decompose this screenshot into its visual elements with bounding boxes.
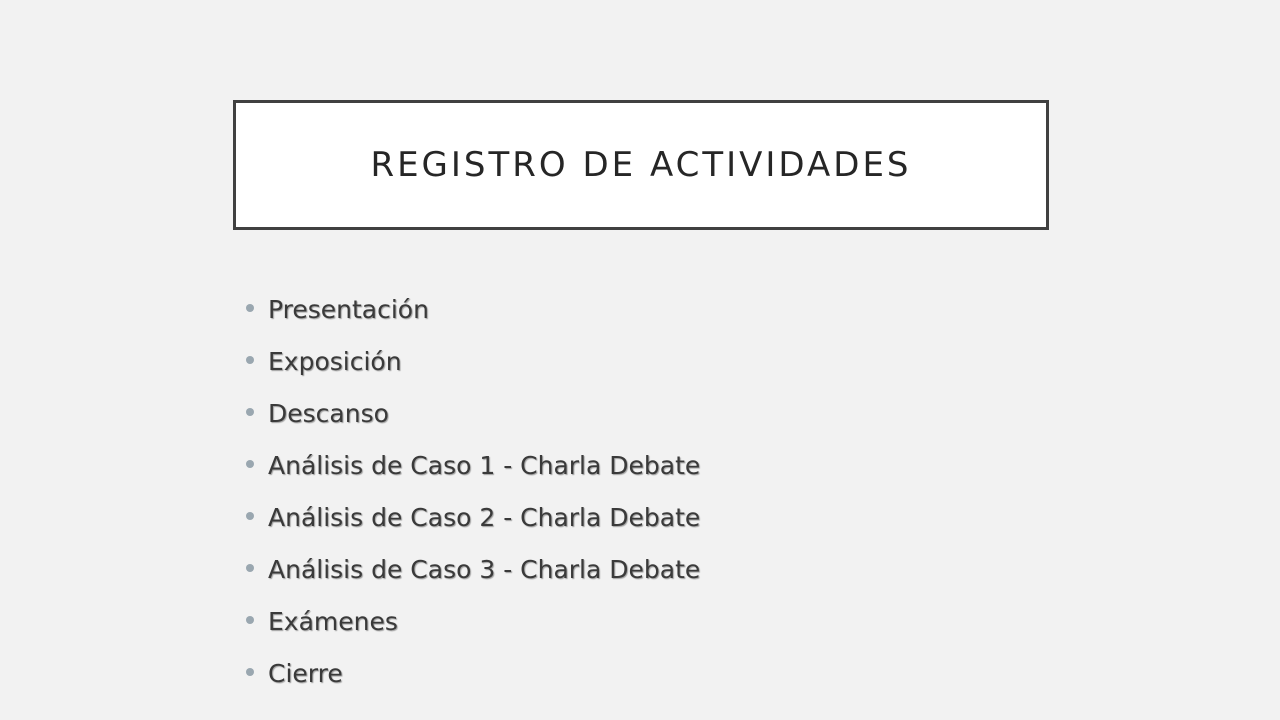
bullet-item xyxy=(246,387,700,439)
bullet-label: Cierre xyxy=(268,658,343,688)
bullet-item xyxy=(246,283,700,335)
bullet-label: Análisis de Caso 3 - Charla Debate xyxy=(268,554,701,584)
bullet-dot-icon xyxy=(246,668,254,676)
bullet-item xyxy=(246,647,700,699)
bullet-label: Exámenes xyxy=(268,606,398,636)
bullet-label: Presentación xyxy=(268,294,429,324)
bullet-dot-icon xyxy=(246,356,254,364)
bullet-dot-icon xyxy=(246,512,254,520)
bullet-item xyxy=(246,543,700,595)
bullet-dot-icon xyxy=(246,304,254,312)
slide-title: REGISTRO DE ACTIVIDADES xyxy=(370,145,912,185)
bullet-list xyxy=(246,283,700,699)
bullet-item xyxy=(246,335,700,387)
bullet-dot-icon xyxy=(246,564,254,572)
bullet-label: Descanso xyxy=(268,398,389,428)
bullet-dot-icon xyxy=(246,408,254,416)
bullet-label: Análisis de Caso 1 - Charla Debate xyxy=(268,450,701,480)
title-box xyxy=(233,100,1049,230)
bullet-item xyxy=(246,491,700,543)
bullet-label: Exposición xyxy=(268,346,402,376)
bullet-dot-icon xyxy=(246,460,254,468)
bullet-dot-icon xyxy=(246,616,254,624)
bullet-label: Análisis de Caso 2 - Charla Debate xyxy=(268,502,701,532)
bullet-item xyxy=(246,439,700,491)
bullet-item xyxy=(246,595,700,647)
